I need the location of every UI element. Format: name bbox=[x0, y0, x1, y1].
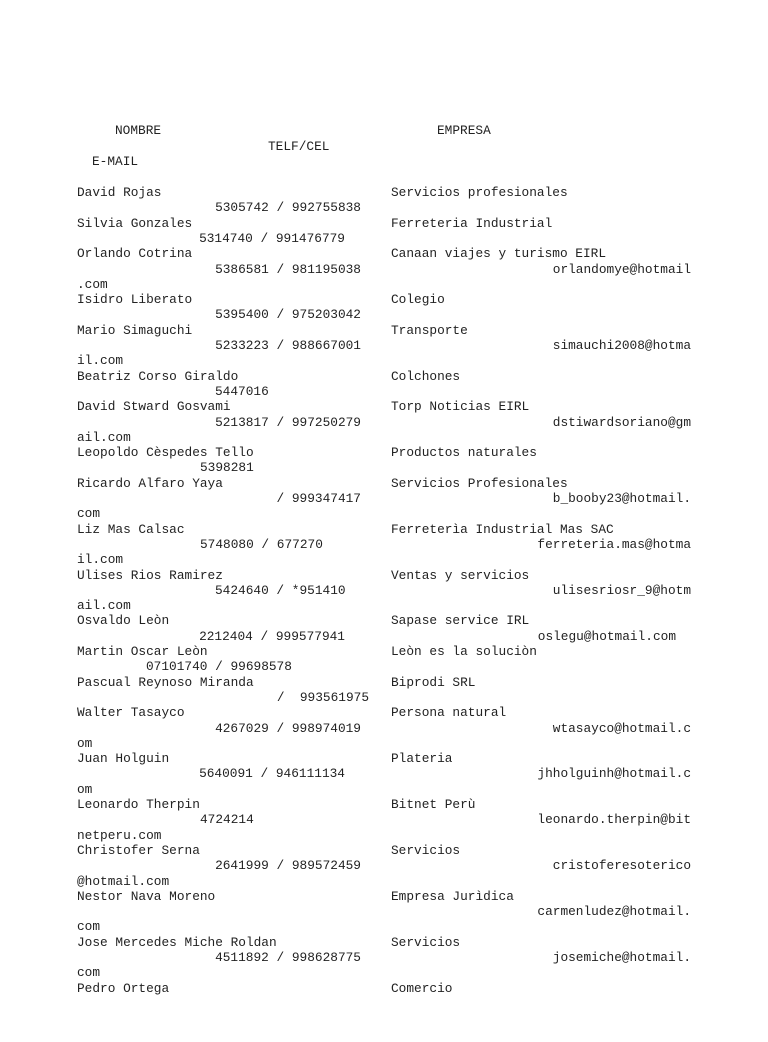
contact-name: Leopoldo Cèspedes Tello bbox=[77, 445, 254, 461]
contact-email-continued[interactable]: @hotmail.com bbox=[77, 873, 170, 889]
contact-email-continued[interactable]: com bbox=[77, 919, 101, 935]
contact-name-line bbox=[77, 476, 691, 491]
contact-phone: 5748080 / 677270 bbox=[200, 536, 323, 552]
contact-email[interactable]: oslegu@hotmail.com bbox=[537, 628, 676, 644]
contact-detail-line bbox=[77, 384, 691, 399]
contact-company: Colchones bbox=[391, 368, 461, 384]
contact-email-wrap-line bbox=[77, 782, 691, 797]
contact-name-line bbox=[77, 369, 691, 384]
contact-name: Martin Oscar Leòn bbox=[77, 644, 208, 659]
contact-name: Nestor Nava Moreno bbox=[77, 888, 216, 904]
contact-company: Canaan viajes y turismo EIRL bbox=[391, 246, 607, 262]
contact-email[interactable]: simauchi2008@hotma bbox=[552, 338, 691, 353]
contact-email-wrap-line bbox=[77, 598, 691, 613]
contact-email-continued[interactable]: ail.com bbox=[77, 429, 131, 445]
contact-detail-line bbox=[77, 690, 691, 705]
contact-name: Mario Simaguchi bbox=[77, 322, 193, 338]
contact-company: Sapase service IRL bbox=[391, 613, 530, 629]
contact-email-continued[interactable]: .com bbox=[77, 276, 108, 292]
contact-name-line bbox=[77, 613, 691, 628]
contact-email-wrap-line bbox=[77, 965, 691, 980]
contact-name-line bbox=[77, 889, 691, 904]
contact-email[interactable]: dstiwardsoriano@gm bbox=[552, 414, 691, 430]
contact-company: Ventas y servicios bbox=[391, 567, 530, 583]
contact-phone: 5395400 / 975203042 bbox=[215, 307, 361, 323]
contact-name: David Rojas bbox=[77, 185, 162, 200]
contact-company: Ferreteria Industrial bbox=[391, 215, 553, 231]
contact-email-continued[interactable]: il.com bbox=[77, 552, 124, 568]
contact-name-line bbox=[77, 323, 691, 338]
header-line-3 bbox=[77, 154, 691, 169]
contact-name-line bbox=[77, 399, 691, 414]
contact-phone: 5386581 / 981195038 bbox=[215, 261, 361, 277]
contact-name: Walter Tasayco bbox=[77, 705, 185, 721]
contact-phone: / 999347417 bbox=[276, 491, 361, 506]
contact-detail-line bbox=[77, 491, 691, 506]
contact-email-continued[interactable]: com bbox=[77, 506, 101, 522]
contact-company: Servicios bbox=[391, 842, 461, 858]
header-email: E-MAIL bbox=[92, 154, 139, 169]
contact-email-continued[interactable]: om bbox=[77, 735, 93, 751]
header-empresa: EMPRESA bbox=[437, 123, 491, 138]
contact-phone: 5314740 / 991476779 bbox=[199, 230, 345, 246]
contact-email[interactable]: leonardo.therpin@bit bbox=[537, 812, 691, 828]
contact-detail-line bbox=[77, 904, 691, 919]
contact-name-line bbox=[77, 216, 691, 231]
contact-name: Osvaldo Leòn bbox=[77, 613, 170, 629]
contact-email[interactable]: cristoferesoterico bbox=[552, 858, 691, 874]
contact-detail-line bbox=[77, 721, 691, 736]
contact-name: Orlando Cotrina bbox=[77, 246, 193, 262]
header-telf: TELF/CEL bbox=[268, 138, 330, 154]
contact-company: Colegio bbox=[391, 292, 445, 308]
contact-detail-line bbox=[77, 231, 691, 246]
contact-email[interactable]: ulisesriosr_9@hotm bbox=[552, 582, 691, 598]
contact-name-line bbox=[77, 644, 691, 659]
contact-email-continued[interactable]: com bbox=[77, 965, 101, 981]
contact-name-line bbox=[77, 292, 691, 307]
contact-company: Empresa Jurìdica bbox=[391, 888, 514, 904]
contact-name: Christofer Serna bbox=[77, 842, 200, 858]
contact-email-wrap-line bbox=[77, 506, 691, 521]
contact-name: Isidro Liberato bbox=[77, 292, 193, 308]
header-nombre: NOMBRE bbox=[115, 123, 162, 138]
contact-email-continued[interactable]: ail.com bbox=[77, 598, 131, 614]
contact-name: Beatriz Corso Giraldo bbox=[77, 368, 239, 384]
contact-phone: 4511892 / 998628775 bbox=[215, 950, 361, 965]
contact-email[interactable]: b_booby23@hotmail. bbox=[552, 491, 691, 506]
contact-detail-line bbox=[77, 307, 691, 322]
contact-detail-line bbox=[77, 950, 691, 965]
contact-email-continued[interactable]: il.com bbox=[77, 353, 124, 369]
contact-name-line bbox=[77, 568, 691, 583]
contact-phone: 5398281 bbox=[200, 460, 254, 476]
contact-detail-line bbox=[77, 858, 691, 873]
contact-phone: 5424640 / *951410 bbox=[215, 582, 346, 598]
contact-name-line bbox=[77, 935, 691, 950]
contact-company: Servicios Profesionales bbox=[391, 475, 568, 491]
contact-name: Ulises Rios Ramirez bbox=[77, 567, 223, 583]
contact-name: Ricardo Alfaro Yaya bbox=[77, 475, 223, 491]
contact-company: Bitnet Perù bbox=[391, 797, 476, 812]
contact-phone: / 993561975 bbox=[276, 689, 369, 705]
contact-detail-line bbox=[77, 766, 691, 781]
contact-company: Servicios profesionales bbox=[391, 185, 568, 200]
contact-company: Biprodi SRL bbox=[391, 674, 476, 690]
contact-email[interactable]: ferreteria.mas@hotma bbox=[537, 536, 691, 552]
contact-detail-line bbox=[77, 200, 691, 215]
contact-email-wrap-line bbox=[77, 430, 691, 445]
contact-detail-line bbox=[77, 460, 691, 475]
contact-detail-line bbox=[77, 629, 691, 644]
contact-detail-line bbox=[77, 659, 691, 674]
contact-email-wrap-line bbox=[77, 277, 691, 292]
contact-detail-line bbox=[77, 812, 691, 827]
contact-phone: 2641999 / 989572459 bbox=[215, 858, 361, 874]
contact-name: Leonardo Therpin bbox=[77, 797, 200, 812]
contact-email[interactable]: carmenludez@hotmail. bbox=[537, 904, 691, 920]
contact-email-wrap-line bbox=[77, 736, 691, 751]
contact-email-wrap-line bbox=[77, 353, 691, 368]
contact-detail-line bbox=[77, 338, 691, 353]
contact-email-wrap-line bbox=[77, 828, 691, 843]
contact-name-line bbox=[77, 675, 691, 690]
header-line-1 bbox=[77, 123, 691, 138]
contact-email-continued[interactable]: netperu.com bbox=[77, 827, 162, 843]
contact-phone: 5233223 / 988667001 bbox=[215, 338, 361, 353]
contact-name: David Stward Gosvami bbox=[77, 399, 231, 415]
contact-email[interactable]: wtasayco@hotmail.c bbox=[552, 720, 691, 736]
contact-email[interactable]: orlandomye@hotmail bbox=[552, 261, 691, 277]
contact-name: Pedro Ortega bbox=[77, 980, 170, 996]
contact-email[interactable]: jhholguinh@hotmail.c bbox=[537, 766, 691, 782]
contact-company: Transporte bbox=[391, 322, 468, 338]
contact-phone: 5447016 bbox=[215, 383, 269, 399]
contact-phone: 5640091 / 946111134 bbox=[199, 766, 345, 782]
contact-phone: 5213817 / 997250279 bbox=[215, 414, 361, 430]
contact-company: Leòn es la soluciòn bbox=[391, 644, 537, 659]
contact-name-line bbox=[77, 981, 691, 996]
contact-phone: 4724214 bbox=[200, 812, 254, 828]
contact-phone: 5305742 / 992755838 bbox=[215, 200, 361, 216]
contact-email[interactable]: josemiche@hotmail. bbox=[552, 950, 691, 965]
contact-company: Servicios bbox=[391, 934, 461, 950]
contact-company: Ferreterìa Industrial Mas SAC bbox=[391, 521, 614, 537]
contact-company: Torp Noticias EIRL bbox=[391, 399, 530, 415]
contact-company: Productos naturales bbox=[391, 445, 537, 461]
contact-name: Juan Holguin bbox=[77, 751, 170, 767]
contact-detail-line bbox=[77, 415, 691, 430]
contact-email-continued[interactable]: om bbox=[77, 781, 93, 797]
contact-detail-line bbox=[77, 537, 691, 552]
header-line-2 bbox=[77, 139, 691, 154]
contact-detail-line bbox=[77, 262, 691, 277]
contact-name-line bbox=[77, 705, 691, 720]
contact-company: Comercio bbox=[391, 980, 453, 996]
contact-name-line bbox=[77, 751, 691, 766]
contact-company: Plateria bbox=[391, 751, 453, 767]
contact-name: Liz Mas Calsac bbox=[77, 521, 185, 537]
contact-email-wrap-line bbox=[77, 552, 691, 567]
contact-name-line bbox=[77, 246, 691, 261]
contact-name: Jose Mercedes Miche Roldan bbox=[77, 934, 277, 950]
contact-name-line bbox=[77, 843, 691, 858]
contact-email-wrap-line bbox=[77, 874, 691, 889]
contact-name-line bbox=[77, 185, 691, 200]
contact-name-line bbox=[77, 797, 691, 812]
contact-company: Persona natural bbox=[391, 705, 507, 721]
contact-name: Pascual Reynoso Miranda bbox=[77, 674, 254, 690]
contact-phone: 07101740 / 99698578 bbox=[146, 659, 292, 675]
contact-name: Silvia Gonzales bbox=[77, 215, 193, 231]
contact-name-line bbox=[77, 445, 691, 460]
contact-phone: 4267029 / 998974019 bbox=[215, 720, 361, 736]
contact-email-wrap-line bbox=[77, 919, 691, 934]
contact-phone: 2212404 / 999577941 bbox=[199, 628, 345, 644]
contact-name-line bbox=[77, 522, 691, 537]
contact-detail-line bbox=[77, 583, 691, 598]
